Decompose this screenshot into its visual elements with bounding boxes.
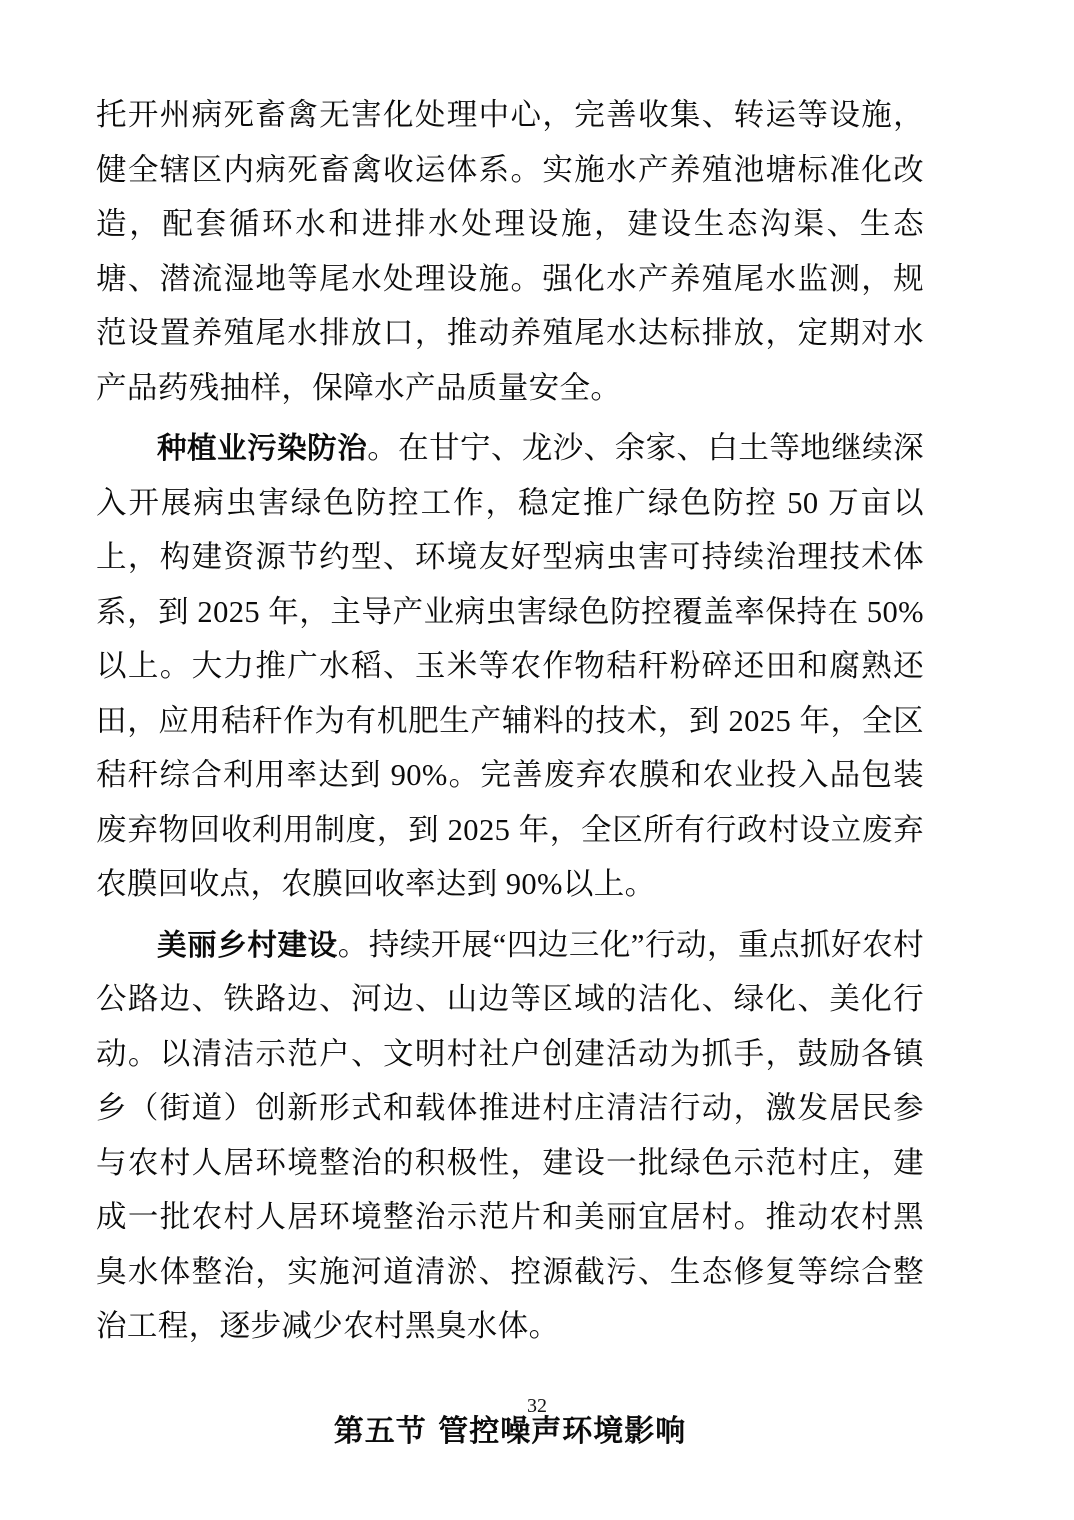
paragraph-text: 。持续开展“四边三化”行动，重点抓好农村公路边、铁路边、河边、山边等区域的洁化、绿化、美化行动。以清洁示范户、文明村社户创建活动为抓手，鼓励各镇乡（街道）创新形式和载体推进村庄清洁行动，激发居民参与农村人居环境整治的积极性，建设一批绿色示范村庄，建成一批农村人居环境整治示范片和美丽宜居村。推动农村黑臭水体整治，实施河道清淤、控源截污、生态修复等综合整治工程，逐步减少农村黑臭水体。 [96, 927, 924, 1343]
paragraph-beautiful-village [96, 918, 924, 1354]
section-heading: 第五节 管控噪声环境影响 [333, 1413, 687, 1449]
paragraph-text: 。在甘宁、龙沙、余家、白土等地继续深入开展病虫害绿色防控工作，稳定推广绿色防控 50 万亩以上，构建资源节约型、环境友好型病虫害可持续治理技术体系，到 2025 年，主导产业病虫害绿色防控覆盖率保持在 50%以上。大力推广水稻、玉米等农作物秸秆粉碎还田和腐熟还田，应用秸秆作为有机肥生产辅料的技术，到 2025 年，全区秸秆综合利用率达到 90%。完善废弃农膜和农业投入品包装废弃物回收利用制度，到 2025 年，全区所有行政村设立废弃农膜回收点，农膜回收率达到 90%以上。 [96, 431, 924, 901]
paragraph-lead-label: 美丽乡村建设 [157, 927, 338, 962]
page-content [96, 88, 924, 1450]
paragraph-text: 托开州病死畜禽无害化处理中心，完善收集、转运等设施，健全辖区内病死畜禽收运体系。实施水产养殖池塘标准化改造，配套循环水和进排水处理设施，建设生态沟渠、生态塘、潜流湿地等尾水处理设施。强化水产养殖尾水监测，规范设置养殖尾水排放口，推动养殖尾水达标排放，定期对水产品药残抽样，保障水产品质量安全。 [96, 98, 924, 405]
page-number: 32 [527, 1395, 547, 1417]
paragraph-planting-pollution [96, 421, 924, 912]
paragraph-lead-label: 种植业污染防治 [157, 431, 368, 465]
paragraph-aquaculture [96, 88, 924, 415]
